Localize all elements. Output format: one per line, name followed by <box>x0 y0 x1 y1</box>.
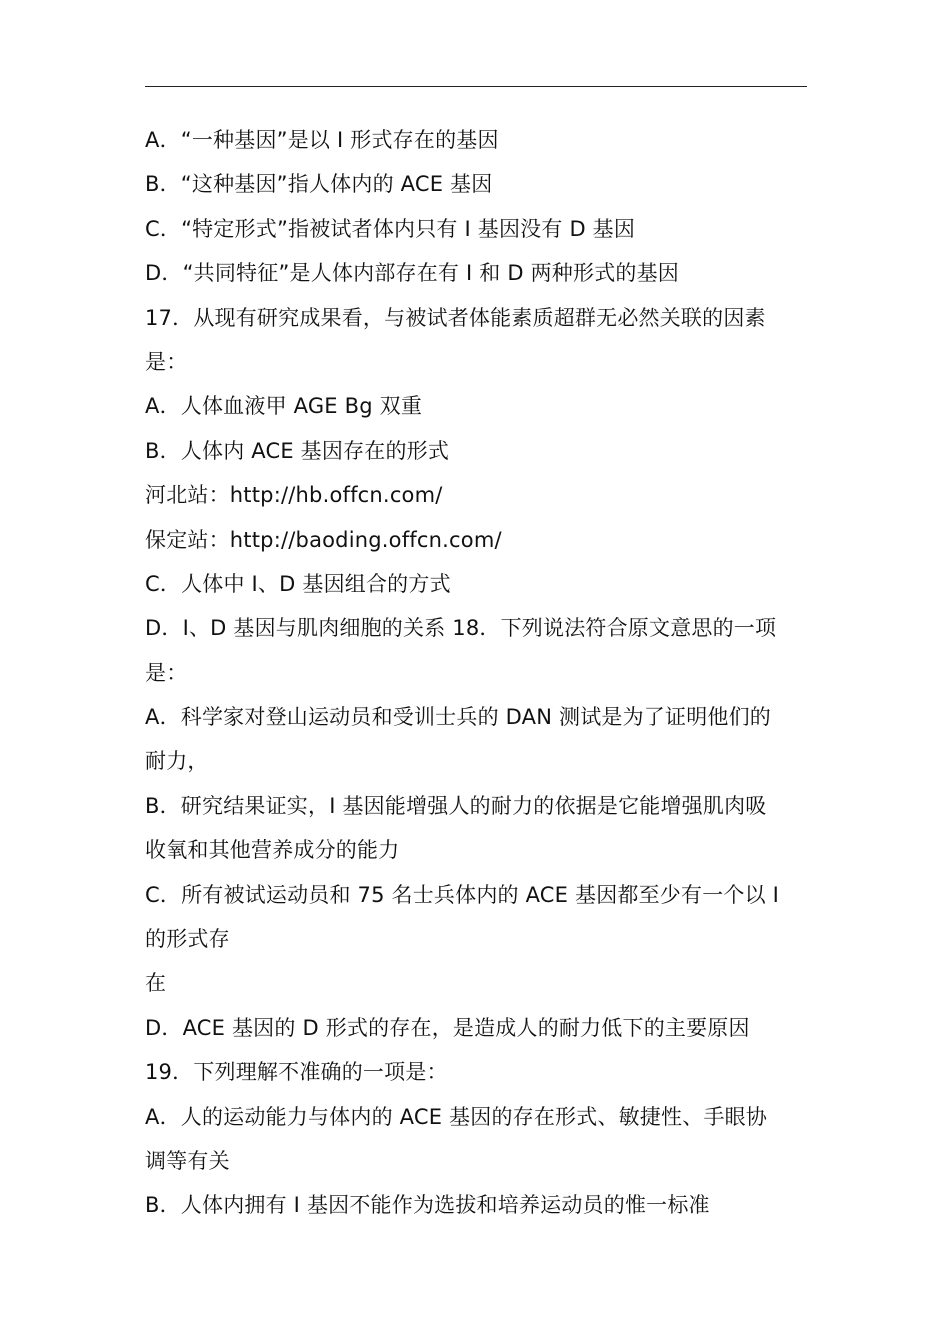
question-17-text: 17．从现有研究成果看，与被试者体能素质超群无必然关联的因素 <box>145 305 766 330</box>
option-18c-cont: 的形式存 <box>145 927 230 952</box>
site-link-hebei: 河北站：http://hb.offcn.com/ <box>145 483 443 508</box>
option-19a: A．人的运动能力与体内的 ACE 基因的存在形式、敏捷性、手眼协 <box>145 1104 768 1129</box>
question-19-text: 19．下列理解不准确的一项是： <box>145 1060 448 1085</box>
option-16a: A．“一种基因”是以 I 形式存在的基因 <box>145 128 499 152</box>
option-19b: B．人体内拥有 I 基因不能作为选拔和培养运动员的惟一标准 <box>145 1193 710 1218</box>
option-18b-cont: 收氧和其他营养成分的能力 <box>145 838 400 863</box>
option-18b: B．研究结果证实，I 基因能增强人的耐力的依据是它能增强肌肉吸 <box>145 793 767 818</box>
header-rule <box>145 86 807 87</box>
option-18a: A．科学家对登山运动员和受训士兵的 DAN 测试是为了证明他们的 <box>145 705 771 730</box>
site-link-baoding: 保定站：http://baoding.offcn.com/ <box>145 527 502 552</box>
question-18-text-cont: 是： <box>145 660 188 685</box>
option-17b: B．人体内 ACE 基因存在的形式 <box>145 438 450 463</box>
option-16c: C．“特定形式”指被试者体内只有 I 基因没有 D 基因 <box>145 216 636 241</box>
option-18d: D．ACE 基因的 D 形式的存在，是造成人的耐力低下的主要原因 <box>145 1015 750 1040</box>
option-17a: A．人体血液甲 AGE Bg 双重 <box>145 394 423 419</box>
option-18a-cont: 耐力， <box>145 749 209 774</box>
option-16b: B．“这种基因”指人体内的 ACE 基因 <box>145 172 493 197</box>
document-body <box>145 118 815 1228</box>
option-18c: C．所有被试运动员和 75 名士兵体内的 ACE 基因都至少有一个以 I <box>145 882 780 907</box>
option-17c: C．人体中 I、D 基因组合的方式 <box>145 571 451 596</box>
option-18c-cont-2: 在 <box>145 971 167 996</box>
question-17-text-cont: 是： <box>145 349 188 374</box>
option-19a-cont: 调等有关 <box>145 1148 230 1173</box>
option-16d: D．“共同特征”是人体内部存在有 I 和 D 两种形式的基因 <box>145 261 679 286</box>
option-17d-question-18: D．I、D 基因与肌肉细胞的关系 18．下列说法符合原文意思的一项 <box>145 616 777 641</box>
